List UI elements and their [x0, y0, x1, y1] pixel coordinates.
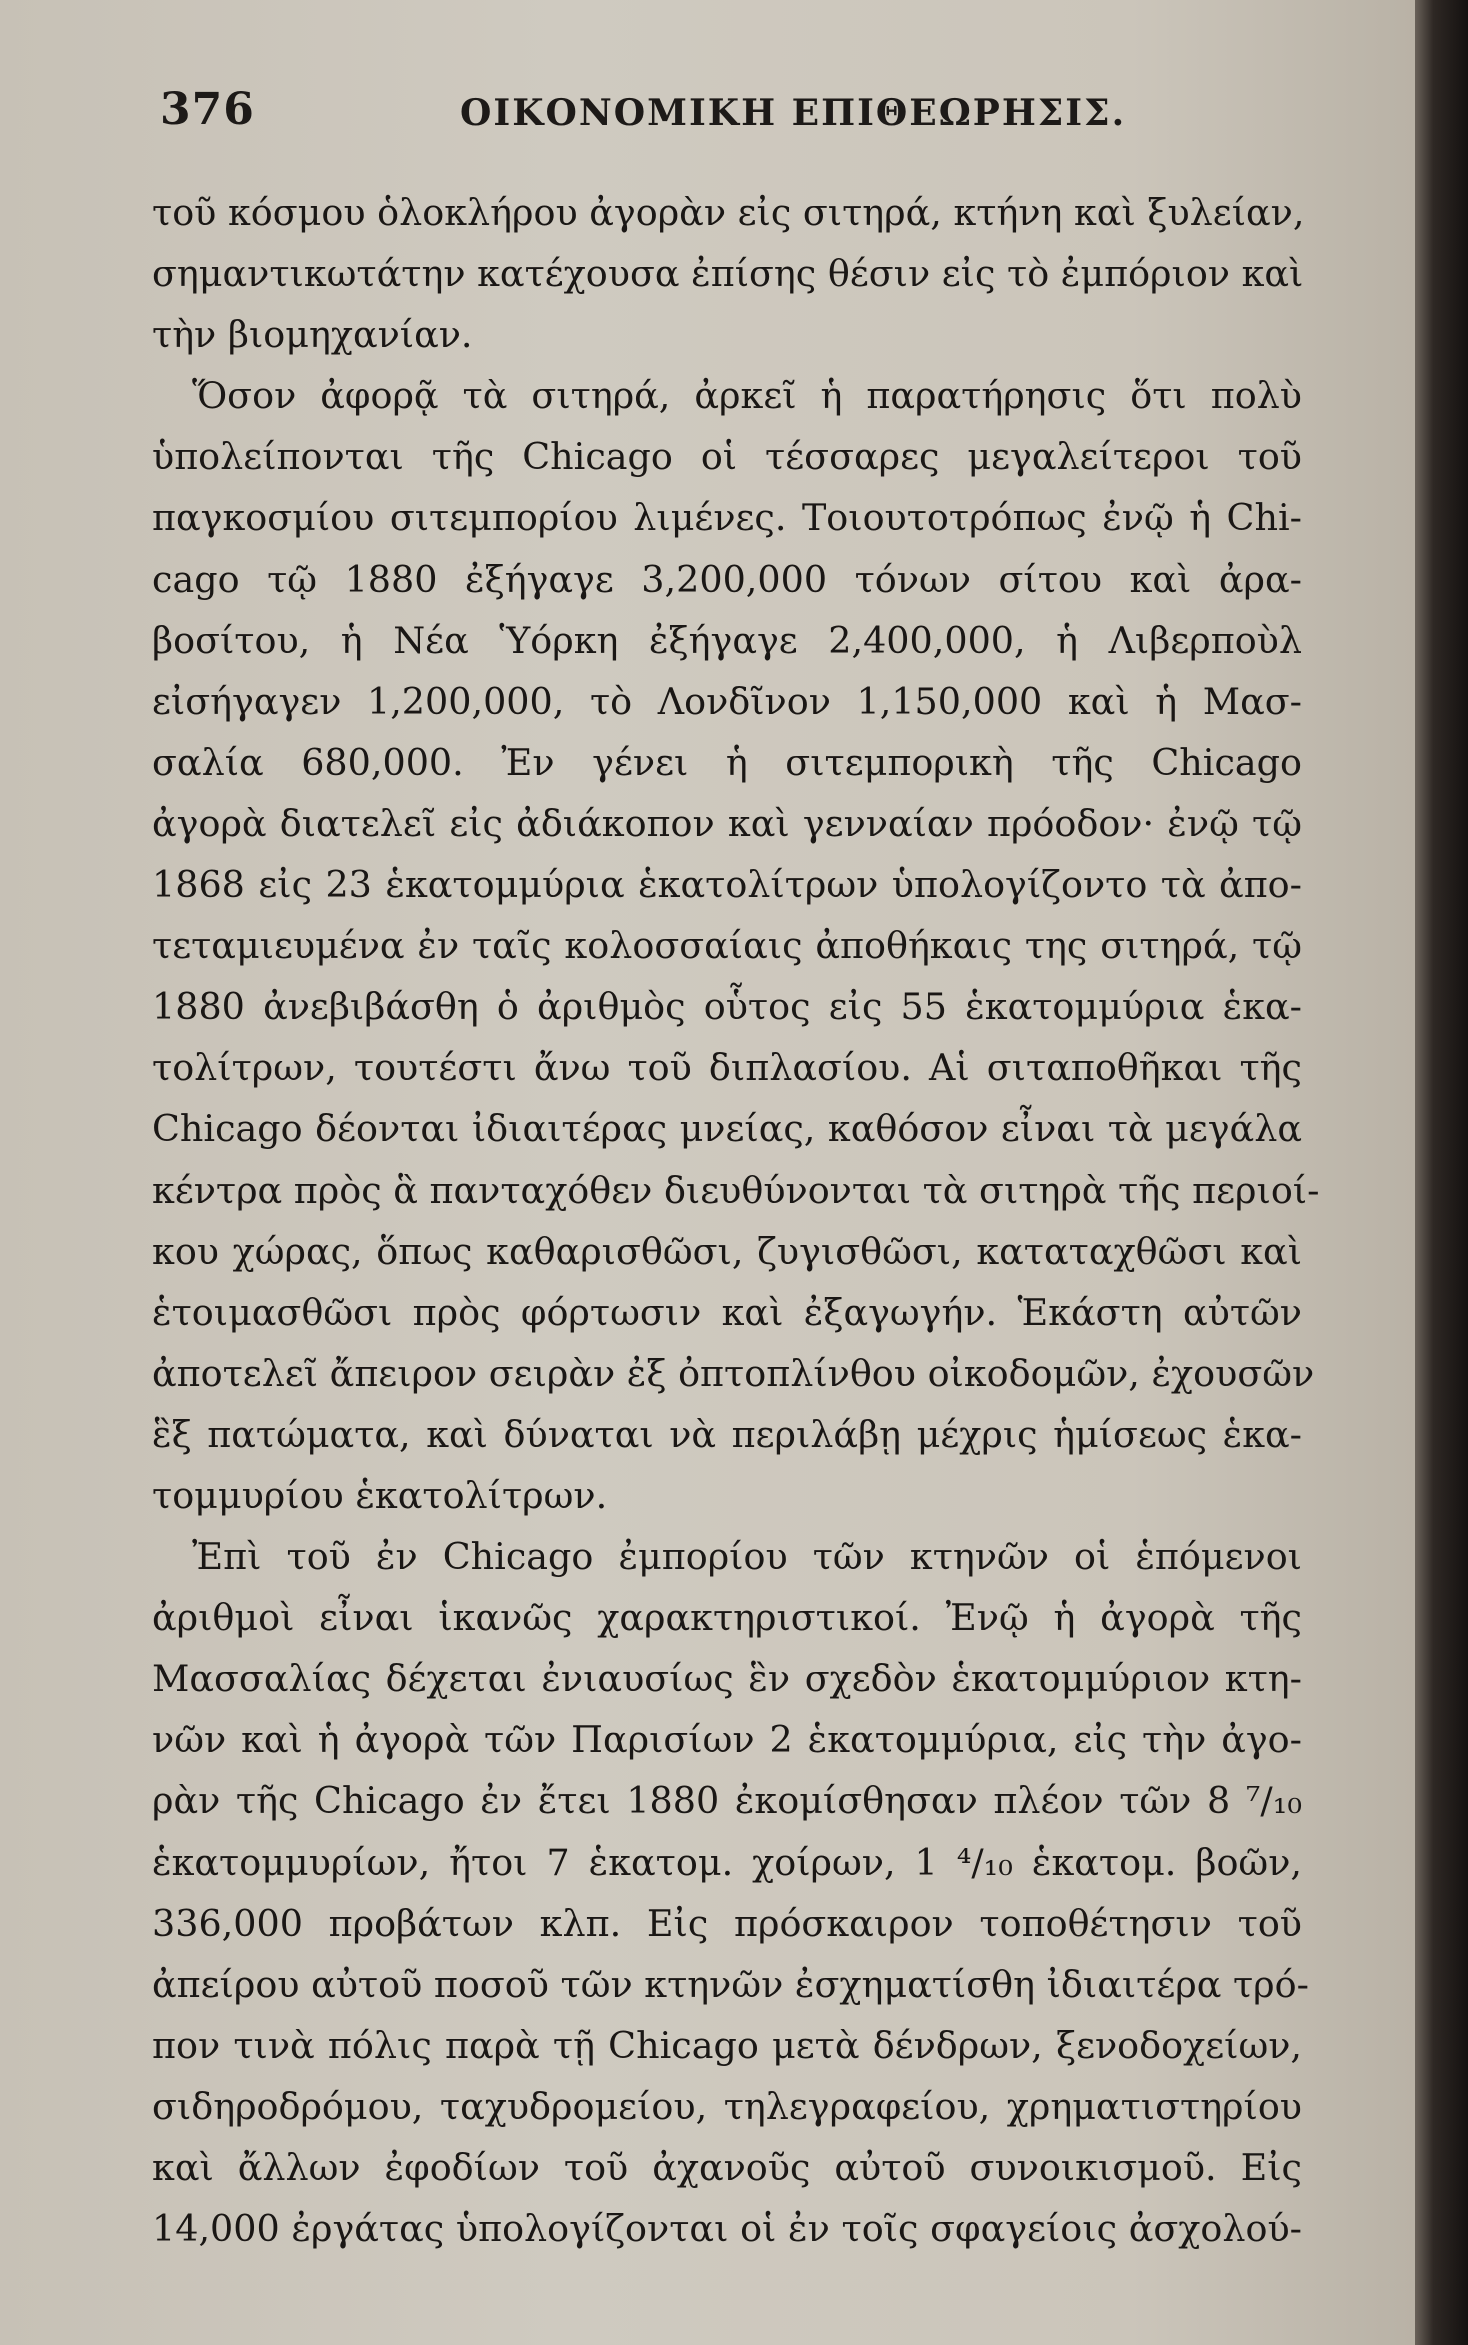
text-line: ἀγορὰ διατελεῖ εἰς ἀδιάκοπον καὶ γενναίαν πρόοδον· ἐνῷ τῷ [152, 801, 1302, 845]
text-line: ἑκατομμυρίων, ἤτοι 7 ἑκατομ. χοίρων, 1 ⁴/₁₀ ἑκατομ. βοῶν, [152, 1840, 1302, 1884]
body-text [152, 182, 1320, 2259]
text-line: καὶ ἄλλων ἐφοδίων τοῦ ἀχανοῦς αὐτοῦ συνοικισμοῦ. Εἰς [152, 2146, 1302, 2189]
text-line: παγκοσμίου σιτεμπορίου λιμένες. Τοιουτοτρόπως ἐνῷ ἡ Chi- [152, 496, 1302, 540]
text-line: 336,000 προβάτων κλπ. Εἰς πρόσκαιρον τοποθέτησιν τοῦ [152, 1901, 1302, 1945]
text-line: Chicago δέονται ἰδιαιτέρας μνείας, καθόσον εἶναι τὰ μεγάλα [152, 1107, 1302, 1151]
text-line: ἓξ πατώματα, καὶ δύναται νὰ περιλάβῃ μέχρις ἡμίσεως ἑκα- [152, 1412, 1302, 1456]
text-line: βοσίτου, ἡ Νέα Ὑόρκη ἐξήγαγε 2,400,000, ἡ Λιβερποὺλ [152, 618, 1302, 662]
text-line: ἑτοιμασθῶσι πρὸς φόρτωσιν καὶ ἐξαγωγήν. Ἑκάστη αὐτῶν [152, 1290, 1302, 1334]
text-line: Μασσαλίας δέχεται ἐνιαυσίως ἓν σχεδὸν ἑκατομμύριον κτη- [152, 1657, 1302, 1701]
text-line: 14,000 ἐργάτας ὑπολογίζονται οἱ ἐν τοῖς σφαγείοις ἀσχολού- [152, 2207, 1302, 2251]
text-line: τολίτρων, τουτέστι ἄνω τοῦ διπλασίου. Αἱ σιταποθῆκαι τῆς [152, 1046, 1302, 1090]
text-line: 1868 εἰς 23 ἑκατομμύρια ἑκατολίτρων ὑπολογίζοντο τὰ ἀπο- [152, 863, 1302, 907]
text-line: ὑπολείπονται τῆς Chicago οἱ τέσσαρες μεγαλείτεροι τοῦ [152, 435, 1302, 479]
text-line: τοῦ κόσμου ὁλοκλήρου ἀγορὰν εἰς σιτηρά, κτήνη καὶ ξυλείαν, [152, 191, 1305, 234]
text-line: σαλία 680,000. Ἐν γένει ἡ σιτεμπορικὴ τῆς Chicago [152, 740, 1302, 784]
text-line: κέντρα πρὸς ἃ πανταχόθεν διευθύνονται τὰ σιτηρὰ τῆς περιοί- [152, 1168, 1320, 1212]
text-line: τεταμιευμένα ἐν ταῖς κολοσσαίαις ἀποθήκαις της σιτηρά, τῷ [152, 924, 1302, 968]
text-line: 1880 ἀνεβιβάσθη ὁ ἀριθμὸς οὗτος εἰς 55 ἑκατομμύρια ἑκα- [152, 985, 1302, 1029]
text-line: ἀπείρου αὐτοῦ ποσοῦ τῶν κτηνῶν ἐσχηματίσθη ἰδιαιτέρα τρό- [152, 1962, 1309, 2006]
page-number: 376 [160, 84, 255, 135]
text-line: νῶν καὶ ἡ ἀγορὰ τῶν Παρισίων 2 ἑκατομμύρια, εἰς τὴν ἀγο- [152, 1718, 1302, 1762]
running-head: ΟΙΚΟΝΟΜΙΚΗ ΕΠΙΘΕΩΡΗΣΙΣ. [460, 92, 1127, 134]
text-line: cago τῷ 1880 ἐξήγαγε 3,200,000 τόνων σίτου καὶ ἀρα- [152, 557, 1302, 601]
page-header [160, 78, 1310, 148]
text-line: τομμυρίου ἑκατολίτρων. [152, 1473, 608, 1517]
text-line: κου χώρας, ὅπως καθαρισθῶσι, ζυγισθῶσι, καταταχθῶσι καὶ [152, 1229, 1302, 1273]
text-line: πον τινὰ πόλις παρὰ τῇ Chicago μετὰ δένδρων, ξενοδοχείων, [152, 2023, 1302, 2067]
text-line: τὴν βιομηχανίαν. [152, 313, 473, 357]
text-line: ἀριθμοὶ εἶναι ἱκανῶς χαρακτηριστικοί. Ἐνῷ ἡ ἀγορὰ τῆς [152, 1596, 1302, 1640]
book-binding-edge [1415, 0, 1468, 2345]
text-line: Ὅσον ἀφορᾷ τὰ σιτηρά, ἀρκεῖ ἡ παρατήρησις ὅτι πολὺ [192, 374, 1302, 418]
text-line: εἰσήγαγεν 1,200,000, τὸ Λονδῖνον 1,150,000 καὶ ἡ Μασ- [152, 679, 1302, 723]
text-line: ἀποτελεῖ ἄπειρον σειρὰν ἐξ ὀπτοπλίνθου οἰκοδομῶν, ἐχουσῶν [152, 1351, 1315, 1395]
text-line: ρὰν τῆς Chicago ἐν ἔτει 1880 ἐκομίσθησαν πλέον τῶν 8 ⁷/₁₀ [152, 1779, 1302, 1823]
text-line: σιδηροδρόμου, ταχυδρομείου, τηλεγραφείου, χρηματιστηρίου [152, 2084, 1302, 2128]
text-line: Ἐπὶ τοῦ ἐν Chicago ἐμπορίου τῶν κτηνῶν οἱ ἑπόμενοι [192, 1535, 1302, 1579]
text-line: σημαντικωτάτην κατέχουσα ἐπίσης θέσιν εἰς τὸ ἐμπόριον καὶ [152, 252, 1304, 296]
